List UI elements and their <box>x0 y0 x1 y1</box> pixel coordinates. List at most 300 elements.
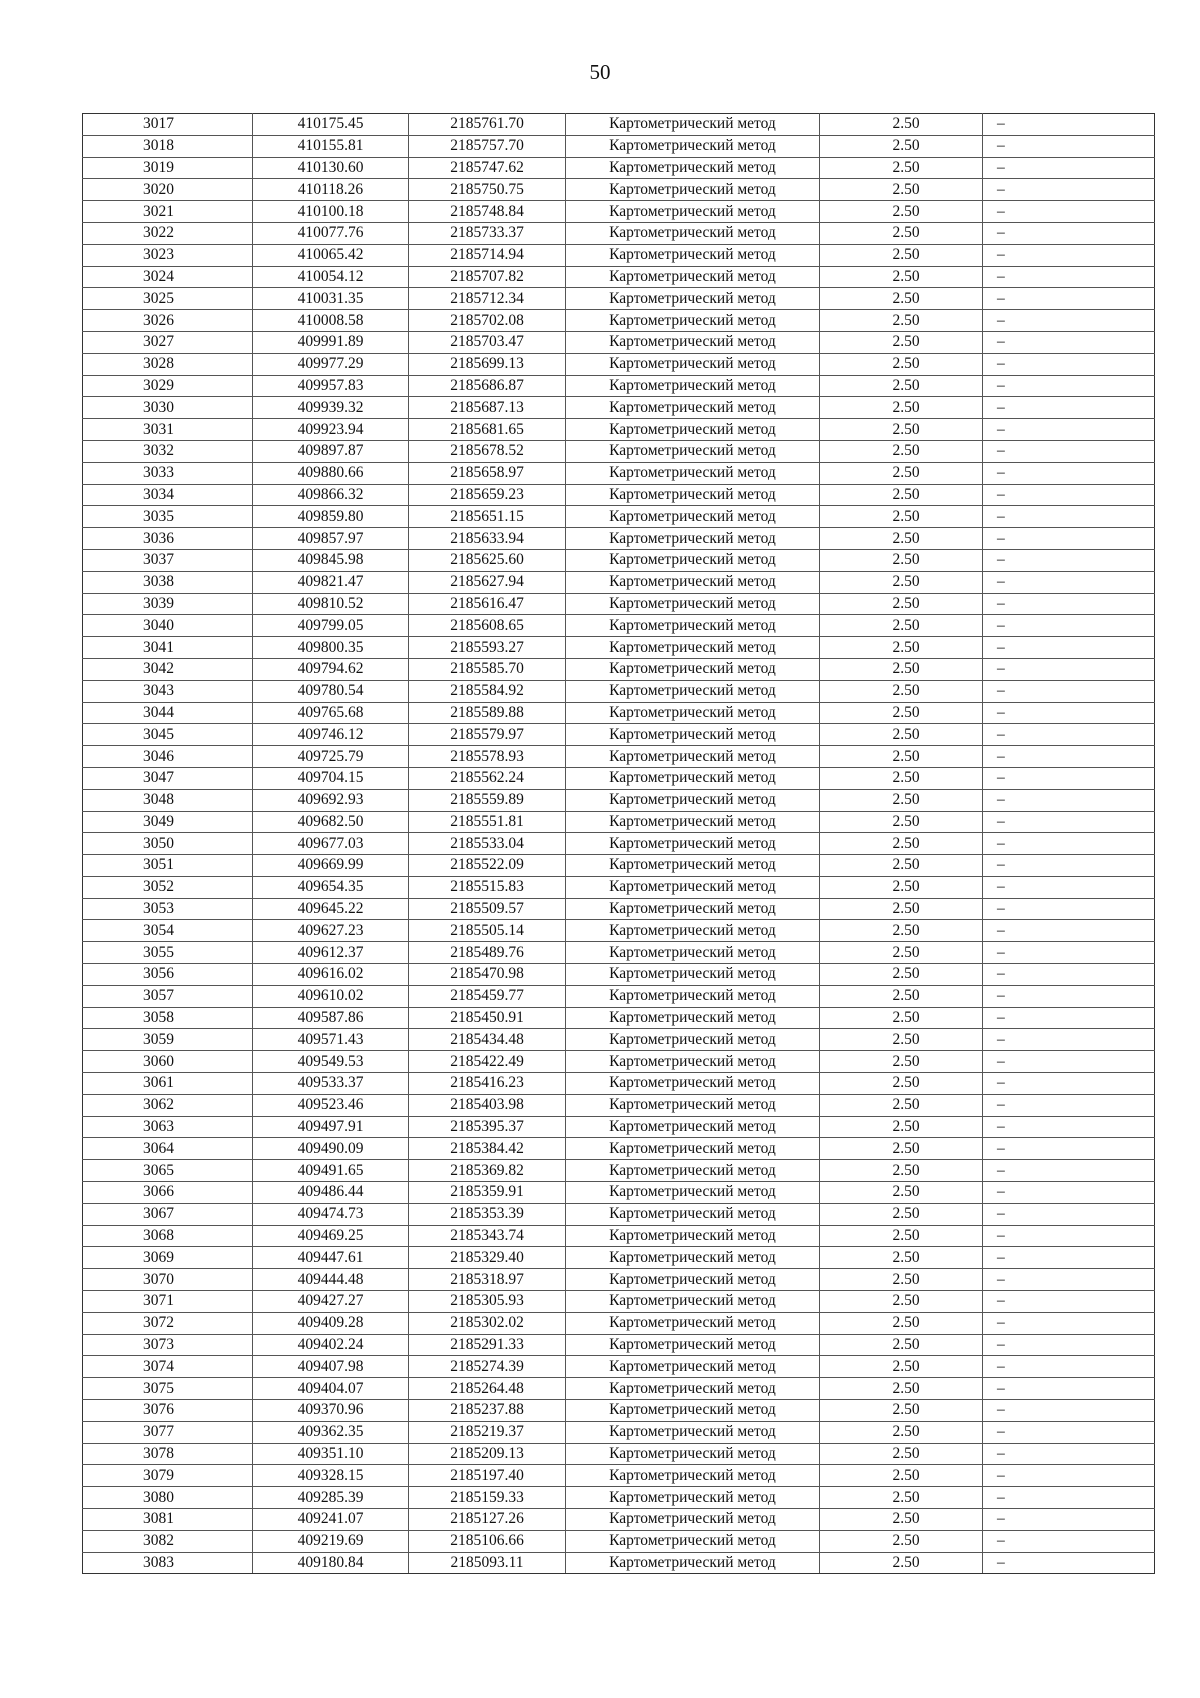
point-number-cell: 3030 <box>83 397 253 419</box>
table-row <box>83 746 1155 768</box>
accuracy-cell: 2.50 <box>820 440 983 462</box>
y-coordinate-cell: 2185219.37 <box>409 1421 566 1443</box>
accuracy-cell: 2.50 <box>820 789 983 811</box>
accuracy-cell: 2.50 <box>820 985 983 1007</box>
y-coordinate-cell: 2185559.89 <box>409 789 566 811</box>
point-number-cell: 3032 <box>83 440 253 462</box>
y-coordinate-cell: 2185459.77 <box>409 985 566 1007</box>
x-coordinate-cell: 409571.43 <box>253 1029 409 1051</box>
point-number-cell: 3020 <box>83 179 253 201</box>
description-cell: – <box>983 114 1155 136</box>
accuracy-cell: 2.50 <box>820 811 983 833</box>
method-cell: Картометрический метод <box>566 484 820 506</box>
point-number-cell: 3022 <box>83 222 253 244</box>
description-cell: – <box>983 1356 1155 1378</box>
accuracy-cell: 2.50 <box>820 528 983 550</box>
y-coordinate-cell: 2185702.08 <box>409 310 566 332</box>
y-coordinate-cell: 2185237.88 <box>409 1400 566 1422</box>
accuracy-cell: 2.50 <box>820 1487 983 1509</box>
point-number-cell: 3052 <box>83 876 253 898</box>
description-cell: – <box>983 746 1155 768</box>
table-row <box>83 942 1155 964</box>
x-coordinate-cell: 409692.93 <box>253 789 409 811</box>
method-cell: Картометрический метод <box>566 1291 820 1313</box>
point-number-cell: 3050 <box>83 833 253 855</box>
table-row <box>83 157 1155 179</box>
accuracy-cell: 2.50 <box>820 135 983 157</box>
y-coordinate-cell: 2185159.33 <box>409 1487 566 1509</box>
y-coordinate-cell: 2185757.70 <box>409 135 566 157</box>
table-row <box>83 1552 1155 1574</box>
method-cell: Картометрический метод <box>566 1509 820 1531</box>
point-number-cell: 3048 <box>83 789 253 811</box>
point-number-cell: 3075 <box>83 1378 253 1400</box>
point-number-cell: 3049 <box>83 811 253 833</box>
point-number-cell: 3073 <box>83 1334 253 1356</box>
table-row <box>83 462 1155 484</box>
description-cell: – <box>983 1400 1155 1422</box>
description-cell: – <box>983 375 1155 397</box>
accuracy-cell: 2.50 <box>820 1443 983 1465</box>
accuracy-cell: 2.50 <box>820 244 983 266</box>
point-number-cell: 3082 <box>83 1530 253 1552</box>
y-coordinate-cell: 2185274.39 <box>409 1356 566 1378</box>
method-cell: Картометрический метод <box>566 724 820 746</box>
table-row <box>83 1073 1155 1095</box>
accuracy-cell: 2.50 <box>820 266 983 288</box>
method-cell: Картометрический метод <box>566 767 820 789</box>
table-row <box>83 1487 1155 1509</box>
y-coordinate-cell: 2185197.40 <box>409 1465 566 1487</box>
table-row <box>83 288 1155 310</box>
description-cell: – <box>983 767 1155 789</box>
method-cell: Картометрический метод <box>566 1400 820 1422</box>
accuracy-cell: 2.50 <box>820 288 983 310</box>
method-cell: Картометрический метод <box>566 179 820 201</box>
table-row <box>83 1225 1155 1247</box>
description-cell: – <box>983 266 1155 288</box>
point-number-cell: 3047 <box>83 767 253 789</box>
x-coordinate-cell: 409447.61 <box>253 1247 409 1269</box>
point-number-cell: 3023 <box>83 244 253 266</box>
table-row <box>83 310 1155 332</box>
description-cell: – <box>983 1007 1155 1029</box>
table-row <box>83 1247 1155 1269</box>
accuracy-cell: 2.50 <box>820 1291 983 1313</box>
point-number-cell: 3031 <box>83 419 253 441</box>
accuracy-cell: 2.50 <box>820 1138 983 1160</box>
method-cell: Картометрический метод <box>566 615 820 637</box>
method-cell: Картометрический метод <box>566 855 820 877</box>
table-row <box>83 1138 1155 1160</box>
x-coordinate-cell: 410155.81 <box>253 135 409 157</box>
x-coordinate-cell: 409549.53 <box>253 1051 409 1073</box>
point-number-cell: 3026 <box>83 310 253 332</box>
method-cell: Картометрический метод <box>566 985 820 1007</box>
accuracy-cell: 2.50 <box>820 462 983 484</box>
method-cell: Картометрический метод <box>566 506 820 528</box>
y-coordinate-cell: 2185651.15 <box>409 506 566 528</box>
method-cell: Картометрический метод <box>566 1334 820 1356</box>
table-row <box>83 1465 1155 1487</box>
x-coordinate-cell: 409285.39 <box>253 1487 409 1509</box>
x-coordinate-cell: 409370.96 <box>253 1400 409 1422</box>
accuracy-cell: 2.50 <box>820 767 983 789</box>
table-row <box>83 637 1155 659</box>
table-row <box>83 1443 1155 1465</box>
point-number-cell: 3025 <box>83 288 253 310</box>
accuracy-cell: 2.50 <box>820 1509 983 1531</box>
method-cell: Картометрический метод <box>566 440 820 462</box>
description-cell: – <box>983 658 1155 680</box>
point-number-cell: 3063 <box>83 1116 253 1138</box>
description-cell: – <box>983 484 1155 506</box>
method-cell: Картометрический метод <box>566 1421 820 1443</box>
y-coordinate-cell: 2185593.27 <box>409 637 566 659</box>
table-row <box>83 1051 1155 1073</box>
x-coordinate-cell: 409845.98 <box>253 549 409 571</box>
table-row <box>83 179 1155 201</box>
y-coordinate-cell: 2185489.76 <box>409 942 566 964</box>
x-coordinate-cell: 409645.22 <box>253 898 409 920</box>
table-row <box>83 1291 1155 1313</box>
description-cell: – <box>983 702 1155 724</box>
method-cell: Картометрический метод <box>566 746 820 768</box>
accuracy-cell: 2.50 <box>820 658 983 680</box>
point-number-cell: 3039 <box>83 593 253 615</box>
x-coordinate-cell: 410175.45 <box>253 114 409 136</box>
accuracy-cell: 2.50 <box>820 397 983 419</box>
method-cell: Картометрический метод <box>566 375 820 397</box>
table-row <box>83 528 1155 550</box>
table-row <box>83 549 1155 571</box>
x-coordinate-cell: 409427.27 <box>253 1291 409 1313</box>
point-number-cell: 3066 <box>83 1182 253 1204</box>
method-cell: Картометрический метод <box>566 1465 820 1487</box>
y-coordinate-cell: 2185416.23 <box>409 1073 566 1095</box>
y-coordinate-cell: 2185761.70 <box>409 114 566 136</box>
point-number-cell: 3042 <box>83 658 253 680</box>
accuracy-cell: 2.50 <box>820 1465 983 1487</box>
y-coordinate-cell: 2185627.94 <box>409 571 566 593</box>
x-coordinate-cell: 409654.35 <box>253 876 409 898</box>
description-cell: – <box>983 985 1155 1007</box>
y-coordinate-cell: 2185584.92 <box>409 680 566 702</box>
description-cell: – <box>983 1051 1155 1073</box>
method-cell: Картометрический метод <box>566 1247 820 1269</box>
y-coordinate-cell: 2185699.13 <box>409 353 566 375</box>
accuracy-cell: 2.50 <box>820 1203 983 1225</box>
table-row <box>83 222 1155 244</box>
accuracy-cell: 2.50 <box>820 1378 983 1400</box>
accuracy-cell: 2.50 <box>820 1225 983 1247</box>
description-cell: – <box>983 1116 1155 1138</box>
x-coordinate-cell: 409404.07 <box>253 1378 409 1400</box>
point-number-cell: 3065 <box>83 1160 253 1182</box>
point-number-cell: 3027 <box>83 331 253 353</box>
description-cell: – <box>983 833 1155 855</box>
description-cell: – <box>983 1421 1155 1443</box>
x-coordinate-cell: 409810.52 <box>253 593 409 615</box>
point-number-cell: 3055 <box>83 942 253 964</box>
table-row <box>83 1312 1155 1334</box>
accuracy-cell: 2.50 <box>820 1116 983 1138</box>
y-coordinate-cell: 2185127.26 <box>409 1509 566 1531</box>
description-cell: – <box>983 920 1155 942</box>
description-cell: – <box>983 244 1155 266</box>
point-number-cell: 3077 <box>83 1421 253 1443</box>
method-cell: Картометрический метод <box>566 419 820 441</box>
table-row <box>83 920 1155 942</box>
y-coordinate-cell: 2185329.40 <box>409 1247 566 1269</box>
y-coordinate-cell: 2185505.14 <box>409 920 566 942</box>
accuracy-cell: 2.50 <box>820 549 983 571</box>
x-coordinate-cell: 409409.28 <box>253 1312 409 1334</box>
description-cell: – <box>983 1029 1155 1051</box>
x-coordinate-cell: 409351.10 <box>253 1443 409 1465</box>
description-cell: – <box>983 1465 1155 1487</box>
x-coordinate-cell: 409704.15 <box>253 767 409 789</box>
method-cell: Картометрический метод <box>566 1073 820 1095</box>
method-cell: Картометрический метод <box>566 222 820 244</box>
page-number: 50 <box>589 60 611 84</box>
description-cell: – <box>983 1487 1155 1509</box>
x-coordinate-cell: 410118.26 <box>253 179 409 201</box>
accuracy-cell: 2.50 <box>820 375 983 397</box>
description-cell: – <box>983 157 1155 179</box>
description-cell: – <box>983 222 1155 244</box>
point-number-cell: 3034 <box>83 484 253 506</box>
method-cell: Картометрический метод <box>566 201 820 223</box>
x-coordinate-cell: 409857.97 <box>253 528 409 550</box>
x-coordinate-cell: 410130.60 <box>253 157 409 179</box>
table-row <box>83 855 1155 877</box>
point-number-cell: 3017 <box>83 114 253 136</box>
y-coordinate-cell: 2185533.04 <box>409 833 566 855</box>
accuracy-cell: 2.50 <box>820 1051 983 1073</box>
method-cell: Картометрический метод <box>566 637 820 659</box>
table-row <box>83 1269 1155 1291</box>
method-cell: Картометрический метод <box>566 1094 820 1116</box>
x-coordinate-cell: 409977.29 <box>253 353 409 375</box>
description-cell: – <box>983 876 1155 898</box>
x-coordinate-cell: 410054.12 <box>253 266 409 288</box>
method-cell: Картометрический метод <box>566 266 820 288</box>
accuracy-cell: 2.50 <box>820 593 983 615</box>
description-cell: – <box>983 680 1155 702</box>
y-coordinate-cell: 2185470.98 <box>409 964 566 986</box>
y-coordinate-cell: 2185750.75 <box>409 179 566 201</box>
description-cell: – <box>983 1269 1155 1291</box>
x-coordinate-cell: 409497.91 <box>253 1116 409 1138</box>
point-number-cell: 3035 <box>83 506 253 528</box>
method-cell: Картометрический метод <box>566 833 820 855</box>
description-cell: – <box>983 201 1155 223</box>
table-row <box>83 615 1155 637</box>
method-cell: Картометрический метод <box>566 114 820 136</box>
x-coordinate-cell: 410100.18 <box>253 201 409 223</box>
table-row <box>83 266 1155 288</box>
point-number-cell: 3021 <box>83 201 253 223</box>
x-coordinate-cell: 409402.24 <box>253 1334 409 1356</box>
y-coordinate-cell: 2185305.93 <box>409 1291 566 1313</box>
table-row <box>83 833 1155 855</box>
x-coordinate-cell: 409866.32 <box>253 484 409 506</box>
table-row <box>83 876 1155 898</box>
table-row <box>83 1356 1155 1378</box>
x-coordinate-cell: 409491.65 <box>253 1160 409 1182</box>
description-cell: – <box>983 1552 1155 1574</box>
description-cell: – <box>983 637 1155 659</box>
method-cell: Картометрический метод <box>566 331 820 353</box>
x-coordinate-cell: 409627.23 <box>253 920 409 942</box>
description-cell: – <box>983 1225 1155 1247</box>
point-number-cell: 3054 <box>83 920 253 942</box>
table-row <box>83 484 1155 506</box>
y-coordinate-cell: 2185748.84 <box>409 201 566 223</box>
table-row <box>83 680 1155 702</box>
point-number-cell: 3081 <box>83 1509 253 1531</box>
method-cell: Картометрический метод <box>566 528 820 550</box>
x-coordinate-cell: 409474.73 <box>253 1203 409 1225</box>
x-coordinate-cell: 409800.35 <box>253 637 409 659</box>
y-coordinate-cell: 2185608.65 <box>409 615 566 637</box>
table-row <box>83 1029 1155 1051</box>
method-cell: Картометрический метод <box>566 1182 820 1204</box>
description-cell: – <box>983 1247 1155 1269</box>
y-coordinate-cell: 2185302.02 <box>409 1312 566 1334</box>
y-coordinate-cell: 2185687.13 <box>409 397 566 419</box>
description-cell: – <box>983 1378 1155 1400</box>
y-coordinate-cell: 2185578.93 <box>409 746 566 768</box>
y-coordinate-cell: 2185678.52 <box>409 440 566 462</box>
accuracy-cell: 2.50 <box>820 331 983 353</box>
point-number-cell: 3057 <box>83 985 253 1007</box>
coordinates-table <box>82 113 1155 1574</box>
y-coordinate-cell: 2185106.66 <box>409 1530 566 1552</box>
table-row <box>83 985 1155 1007</box>
y-coordinate-cell: 2185359.91 <box>409 1182 566 1204</box>
table-row <box>83 1007 1155 1029</box>
accuracy-cell: 2.50 <box>820 310 983 332</box>
method-cell: Картометрический метод <box>566 1356 820 1378</box>
method-cell: Картометрический метод <box>566 702 820 724</box>
x-coordinate-cell: 409957.83 <box>253 375 409 397</box>
description-cell: – <box>983 1291 1155 1313</box>
table-row <box>83 1334 1155 1356</box>
description-cell: – <box>983 593 1155 615</box>
table-row <box>83 724 1155 746</box>
method-cell: Картометрический метод <box>566 1116 820 1138</box>
accuracy-cell: 2.50 <box>820 1334 983 1356</box>
x-coordinate-cell: 410065.42 <box>253 244 409 266</box>
table-row <box>83 1182 1155 1204</box>
accuracy-cell: 2.50 <box>820 419 983 441</box>
x-coordinate-cell: 409780.54 <box>253 680 409 702</box>
table-row <box>83 375 1155 397</box>
method-cell: Картометрический метод <box>566 898 820 920</box>
x-coordinate-cell: 409897.87 <box>253 440 409 462</box>
method-cell: Картометрический метод <box>566 397 820 419</box>
accuracy-cell: 2.50 <box>820 637 983 659</box>
point-number-cell: 3024 <box>83 266 253 288</box>
x-coordinate-cell: 409490.09 <box>253 1138 409 1160</box>
y-coordinate-cell: 2185562.24 <box>409 767 566 789</box>
accuracy-cell: 2.50 <box>820 964 983 986</box>
point-number-cell: 3083 <box>83 1552 253 1574</box>
method-cell: Картометрический метод <box>566 964 820 986</box>
y-coordinate-cell: 2185353.39 <box>409 1203 566 1225</box>
x-coordinate-cell: 410077.76 <box>253 222 409 244</box>
accuracy-cell: 2.50 <box>820 1073 983 1095</box>
description-cell: – <box>983 855 1155 877</box>
y-coordinate-cell: 2185551.81 <box>409 811 566 833</box>
x-coordinate-cell: 409677.03 <box>253 833 409 855</box>
x-coordinate-cell: 409859.80 <box>253 506 409 528</box>
method-cell: Картометрический метод <box>566 135 820 157</box>
point-number-cell: 3060 <box>83 1051 253 1073</box>
y-coordinate-cell: 2185659.23 <box>409 484 566 506</box>
table-row <box>83 1203 1155 1225</box>
table-row <box>83 201 1155 223</box>
method-cell: Картометрический метод <box>566 1487 820 1509</box>
point-number-cell: 3059 <box>83 1029 253 1051</box>
y-coordinate-cell: 2185747.62 <box>409 157 566 179</box>
description-cell: – <box>983 724 1155 746</box>
description-cell: – <box>983 1203 1155 1225</box>
table-row <box>83 114 1155 136</box>
x-coordinate-cell: 409746.12 <box>253 724 409 746</box>
description-cell: – <box>983 331 1155 353</box>
point-number-cell: 3019 <box>83 157 253 179</box>
accuracy-cell: 2.50 <box>820 920 983 942</box>
method-cell: Картометрический метод <box>566 1138 820 1160</box>
table-row <box>83 353 1155 375</box>
table-row <box>83 767 1155 789</box>
description-cell: – <box>983 549 1155 571</box>
point-number-cell: 3067 <box>83 1203 253 1225</box>
description-cell: – <box>983 1530 1155 1552</box>
table-row <box>83 571 1155 593</box>
point-number-cell: 3037 <box>83 549 253 571</box>
point-number-cell: 3051 <box>83 855 253 877</box>
table-row <box>83 593 1155 615</box>
point-number-cell: 3018 <box>83 135 253 157</box>
method-cell: Картометрический метод <box>566 1552 820 1574</box>
method-cell: Картометрический метод <box>566 462 820 484</box>
description-cell: – <box>983 353 1155 375</box>
y-coordinate-cell: 2185318.97 <box>409 1269 566 1291</box>
table-row <box>83 1160 1155 1182</box>
method-cell: Картометрический метод <box>566 571 820 593</box>
description-cell: – <box>983 811 1155 833</box>
description-cell: – <box>983 462 1155 484</box>
accuracy-cell: 2.50 <box>820 746 983 768</box>
accuracy-cell: 2.50 <box>820 353 983 375</box>
y-coordinate-cell: 2185658.97 <box>409 462 566 484</box>
table-row <box>83 1400 1155 1422</box>
accuracy-cell: 2.50 <box>820 571 983 593</box>
point-number-cell: 3076 <box>83 1400 253 1422</box>
method-cell: Картометрический метод <box>566 1225 820 1247</box>
point-number-cell: 3061 <box>83 1073 253 1095</box>
point-number-cell: 3071 <box>83 1291 253 1313</box>
table-row <box>83 702 1155 724</box>
x-coordinate-cell: 409616.02 <box>253 964 409 986</box>
method-cell: Картометрический метод <box>566 1007 820 1029</box>
y-coordinate-cell: 2185343.74 <box>409 1225 566 1247</box>
method-cell: Картометрический метод <box>566 1029 820 1051</box>
